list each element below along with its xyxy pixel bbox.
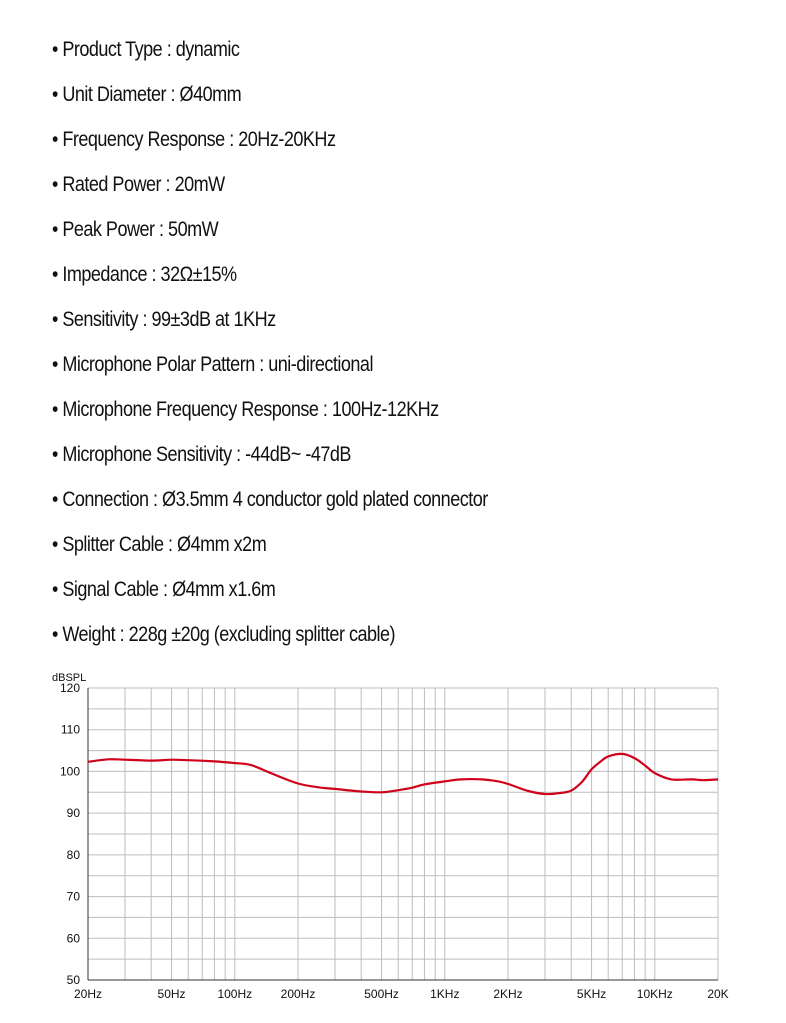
bullet-icon: • xyxy=(52,83,58,106)
frequency-response-chart xyxy=(0,668,786,1023)
spec-label: Signal Cable xyxy=(62,578,159,601)
spec-item xyxy=(52,346,488,391)
y-tick-label: 60 xyxy=(66,931,80,946)
spec-value: Ø4mm x1.6m xyxy=(172,578,276,601)
spec-separator: : xyxy=(166,83,180,106)
y-tick-label: 80 xyxy=(66,847,80,862)
spec-value: Ø4mm x2m xyxy=(177,533,267,556)
bullet-icon: • xyxy=(52,128,58,151)
spec-label: Peak Power xyxy=(62,218,155,241)
spec-item xyxy=(52,571,488,616)
spec-label: Microphone Sensitivity xyxy=(62,443,232,466)
spec-value: 32Ω±15% xyxy=(160,263,237,286)
y-axis-label: dBSPL xyxy=(52,672,87,684)
spec-item xyxy=(52,301,488,346)
spec-separator: : xyxy=(231,443,246,466)
spec-item xyxy=(52,256,488,301)
spec-separator: : xyxy=(254,353,269,376)
spec-label: Impedance xyxy=(62,263,148,286)
spec-separator: : xyxy=(147,263,161,286)
x-tick-label: 500Hz xyxy=(364,987,399,1001)
bullet-icon: • xyxy=(52,533,58,556)
spec-item xyxy=(52,166,488,211)
x-tick-label: 100Hz xyxy=(217,987,253,1001)
spec-label: Connection xyxy=(62,488,149,511)
spec-item xyxy=(52,526,488,571)
spec-value: 20mW xyxy=(174,173,225,196)
spec-label: Microphone Frequency Response xyxy=(62,398,319,421)
x-tick-label: 20K xyxy=(707,987,729,1001)
spec-separator: : xyxy=(137,308,152,331)
chart-marks xyxy=(88,754,718,794)
spec-value: -44dB~ -47dB xyxy=(245,443,351,466)
spec-separator: : xyxy=(115,623,129,646)
spec-separator: : xyxy=(224,128,239,151)
x-tick-label: 5KHz xyxy=(576,987,607,1001)
x-tick-label: 2KHz xyxy=(493,987,523,1001)
y-tick-label: 100 xyxy=(59,764,80,779)
bullet-icon: • xyxy=(52,398,58,421)
spec-label: Splitter Cable xyxy=(62,533,164,556)
spec-separator: : xyxy=(154,218,169,241)
bullet-icon: • xyxy=(52,353,58,376)
spec-label: Rated Power xyxy=(62,173,162,196)
spec-separator: : xyxy=(161,173,175,196)
bullet-icon: • xyxy=(52,218,58,241)
spec-label: Product Type xyxy=(62,38,163,61)
spec-value: Ø3.5mm 4 conductor gold plated connector xyxy=(162,488,488,511)
bullet-icon: • xyxy=(52,173,58,196)
spec-item xyxy=(52,436,488,481)
spec-value: 99±3dB at 1KHz xyxy=(151,308,276,331)
spec-item xyxy=(52,481,488,526)
x-tick-label: 1KHz xyxy=(430,987,460,1001)
spec-label: Microphone Polar Pattern xyxy=(62,353,255,376)
spec-item xyxy=(52,121,488,166)
spec-label: Sensitivity xyxy=(62,308,138,331)
y-tick-label: 90 xyxy=(66,806,80,821)
chart-labels xyxy=(52,672,729,1001)
y-tick-label: 110 xyxy=(60,722,80,737)
bullet-icon: • xyxy=(52,38,58,61)
x-tick-label: 10KHz xyxy=(636,987,673,1001)
spec-value: uni-directional xyxy=(268,353,373,376)
spec-separator: : xyxy=(163,533,178,556)
bullet-icon: • xyxy=(52,623,58,646)
bullet-icon: • xyxy=(52,443,58,466)
bullet-icon: • xyxy=(52,308,58,331)
spec-value: dynamic xyxy=(175,38,240,61)
spec-separator: : xyxy=(148,488,163,511)
y-tick-label: 50 xyxy=(66,973,80,987)
chart-grid xyxy=(88,688,718,980)
spec-item xyxy=(52,391,488,436)
spec-item xyxy=(52,31,488,76)
frequency-response-line xyxy=(88,754,718,794)
spec-separator: : xyxy=(318,398,332,421)
y-tick-label: 70 xyxy=(66,889,80,904)
spec-label: Unit Diameter xyxy=(62,83,167,106)
spec-label: Frequency Response xyxy=(62,128,225,151)
spec-separator: : xyxy=(162,38,176,61)
spec-label: Weight xyxy=(62,623,116,646)
spec-separator: : xyxy=(158,578,173,601)
bullet-icon: • xyxy=(52,263,58,286)
spec-item xyxy=(52,616,488,661)
spec-item xyxy=(52,76,488,121)
spec-item xyxy=(52,211,488,256)
x-tick-label: 20Hz xyxy=(73,987,103,1001)
x-tick-label: 50Hz xyxy=(157,987,186,1001)
y-tick-label: 120 xyxy=(59,681,80,695)
spec-list xyxy=(52,31,559,661)
x-tick-label: 200Hz xyxy=(280,987,316,1001)
spec-value: 100Hz-12KHz xyxy=(331,398,439,421)
bullet-icon: • xyxy=(52,578,58,601)
bullet-icon: • xyxy=(52,488,58,511)
spec-value: 50mW xyxy=(168,218,219,241)
spec-value: Ø40mm xyxy=(179,83,242,106)
spec-value: 20Hz-20KHz xyxy=(238,128,336,151)
spec-value: 228g ±20g (excluding splitter cable) xyxy=(128,623,396,646)
